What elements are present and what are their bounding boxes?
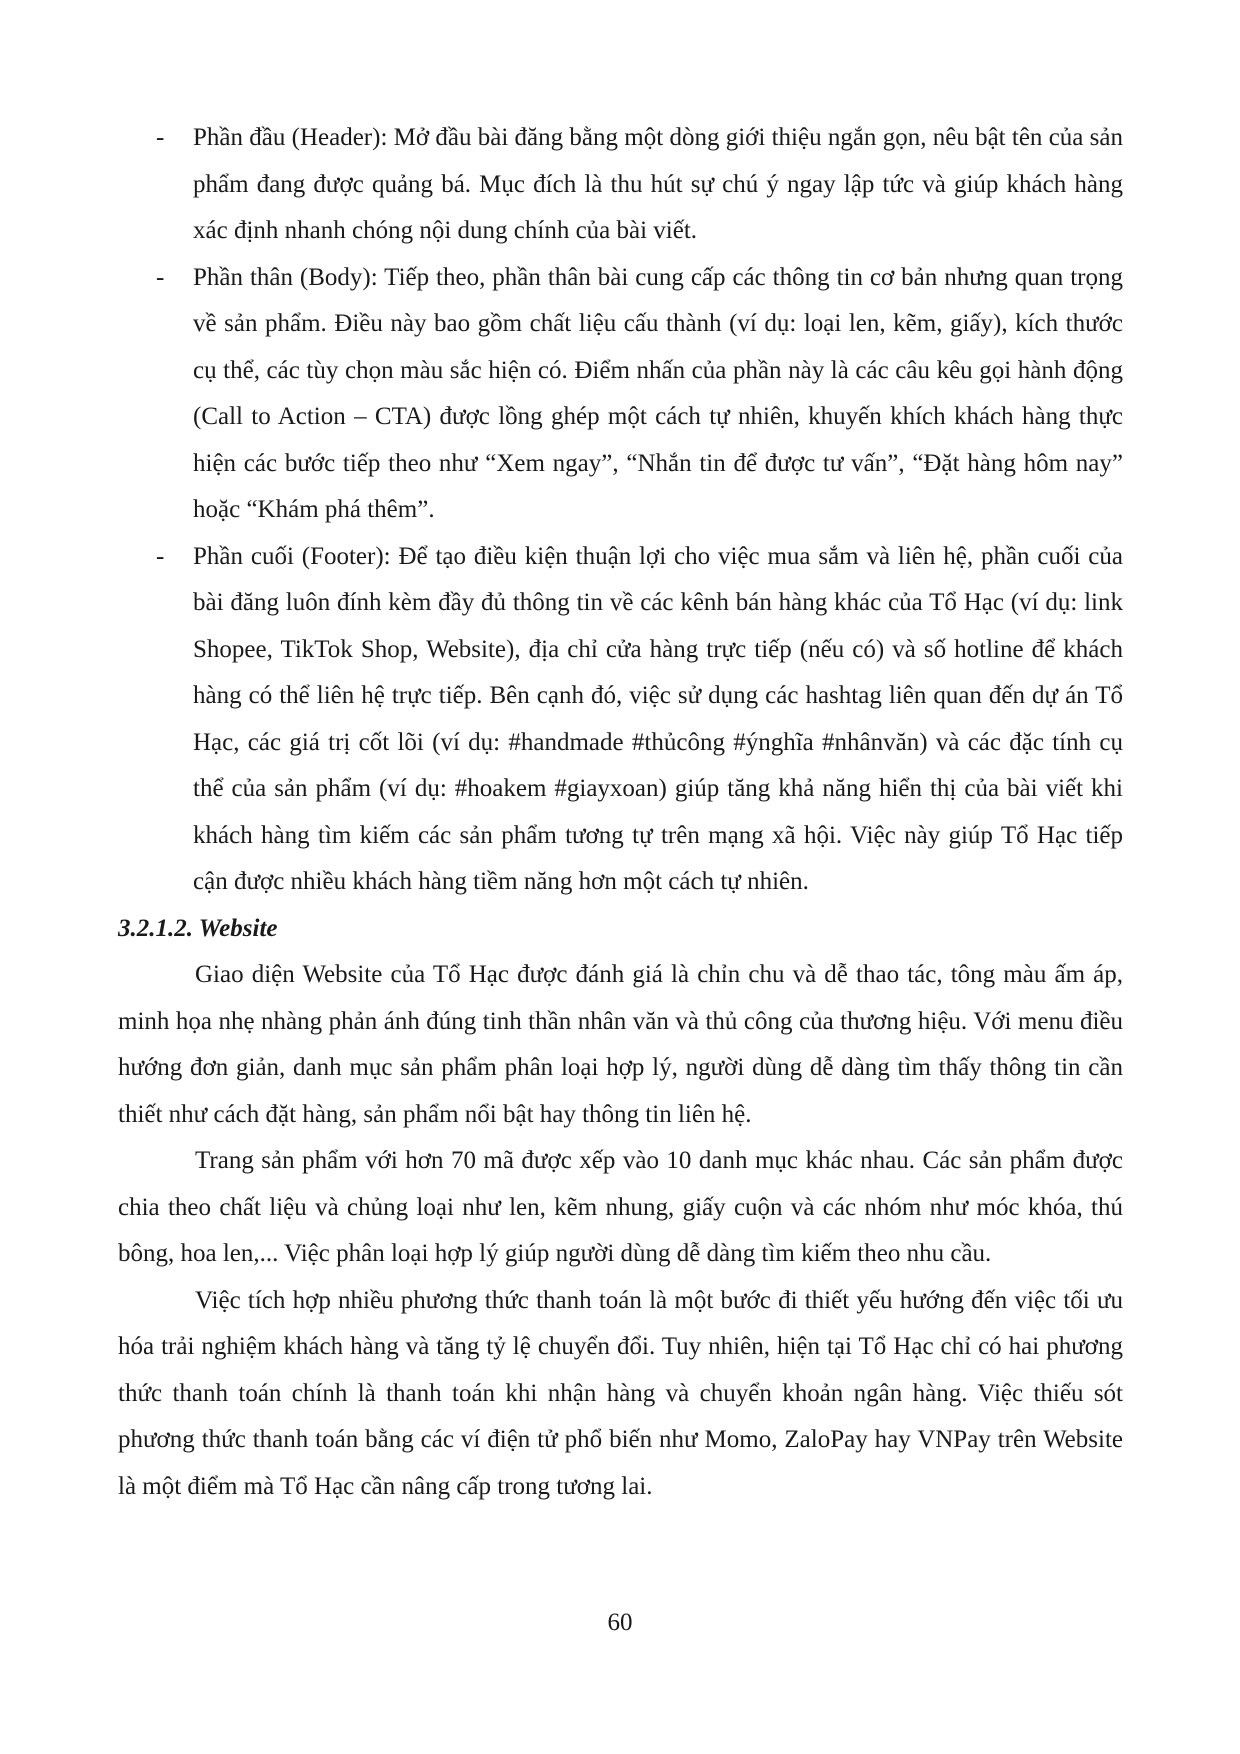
bullet-text: Phần thân (Body): Tiếp theo, phần thân bài cung cấp các thông tin cơ bản nhưng quan trọng về sản phẩm. Điều này bao gồm chất liệu cấu thành (ví dụ: loại len, kẽm, giấy), kích thước cụ thể, các tùy chọn màu sắc hiện có. Điểm nhấn của phần này là các câu kêu gọi hành động (Call to Action – CTA) được lồng ghép một cách tự nhiên, khuyến khích khách hàng thực hiện các bước tiếp theo như “Xem ngay”, “Nhắn tin để được tư vấn”, “Đặt hàng hôm nay” hoặc “Khám phá thêm”. (193, 263, 1123, 523)
bullet-item-footer (118, 534, 1123, 906)
bullet-dash: - (156, 263, 165, 291)
paragraph-payment: Việc tích hợp nhiều phương thức thanh toán là một bước đi thiết yếu hướng đến việc tối ưu hóa trải nghiệm khách hàng và tăng tỷ lệ chuyển đổi. Tuy nhiên, hiện tại Tổ Hạc chỉ có hai phương thức thanh toán chính là thanh toán khi nhận hàng và chuyển khoản ngân hàng. Việc thiếu sót phương thức thanh toán bằng các ví điện tử phổ biến như Momo, ZaloPay hay VNPay trên Website là một điểm mà Tổ Hạc cần nâng cấp trong tương lai. (118, 1286, 1123, 1500)
bullet-dash: - (156, 124, 165, 151)
paragraph-interface: Giao diện Website của Tổ Hạc được đánh giá là chỉn chu và dễ thao tác, tông màu ấm áp, minh họa nhẹ nhàng phản ánh đúng tinh thần nhân văn và thủ công của thương hiệu. Với menu điều hướng đơn giản, danh mục sản phẩm phân loại hợp lý, người dùng dễ dàng tìm thấy thông tin cần thiết như cách đặt hàng, sản phẩm nổi bật hay thông tin liên hệ. (118, 961, 1123, 1128)
page-number: 60 (607, 1609, 633, 1636)
bullet-text: Phần cuối (Footer): Để tạo điều kiện thuận lợi cho việc mua sắm và liên hệ, phần cuối của bài đăng luôn đính kèm đầy đủ thông tin về các kênh bán hàng khác của Tổ Hạc (ví dụ: link Shopee, TikTok Shop, Website), địa chỉ cửa hàng trực tiếp (nếu có) và số hotline để khách hàng có thể liên hệ trực tiếp. Bên cạnh đó, việc sử dụng các hashtag liên quan đến dự án Tổ Hạc, các giá trị cốt lõi (ví dụ: #handmade #thủcông #ýnghĩa #nhânvăn) và các đặc tính cụ thể của sản phẩm (ví dụ: #hoakem #giayxoan) giúp tăng khả năng hiển thị của bài viết khi khách hàng tìm kiếm các sản phẩm tương tự trên mạng xã hội. Việc này giúp Tổ Hạc tiếp cận được nhiều khách hàng tiềm năng hơn một cách tự nhiên. (193, 542, 1123, 895)
bullet-item-body (118, 255, 1123, 534)
section-heading: 3.2.1.2. Website (118, 914, 278, 942)
page-content (118, 115, 1123, 1510)
paragraph-products: Trang sản phẩm với hơn 70 mã được xếp vào 10 danh mục khác nhau. Các sản phẩm được chia theo chất liệu và chủng loại như len, kẽm nhung, giấy cuộn và các nhóm như móc khóa, thú bông, hoa len,... Việc phân loại hợp lý giúp người dùng dễ dàng tìm kiếm theo nhu cầu. (118, 1147, 1123, 1267)
bullet-item-header (118, 115, 1123, 255)
bullet-list (118, 115, 1123, 906)
bullet-text: Phần đầu (Header): Mở đầu bài đăng bằng một dòng giới thiệu ngắn gọn, nêu bật tên của sản phẩm đang được quảng bá. Mục đích là thu hút sự chú ý ngay lập tức và giúp khách hàng xác định nhanh chóng nội dung chính của bài viết. (193, 124, 1123, 244)
bullet-dash: - (156, 542, 165, 570)
